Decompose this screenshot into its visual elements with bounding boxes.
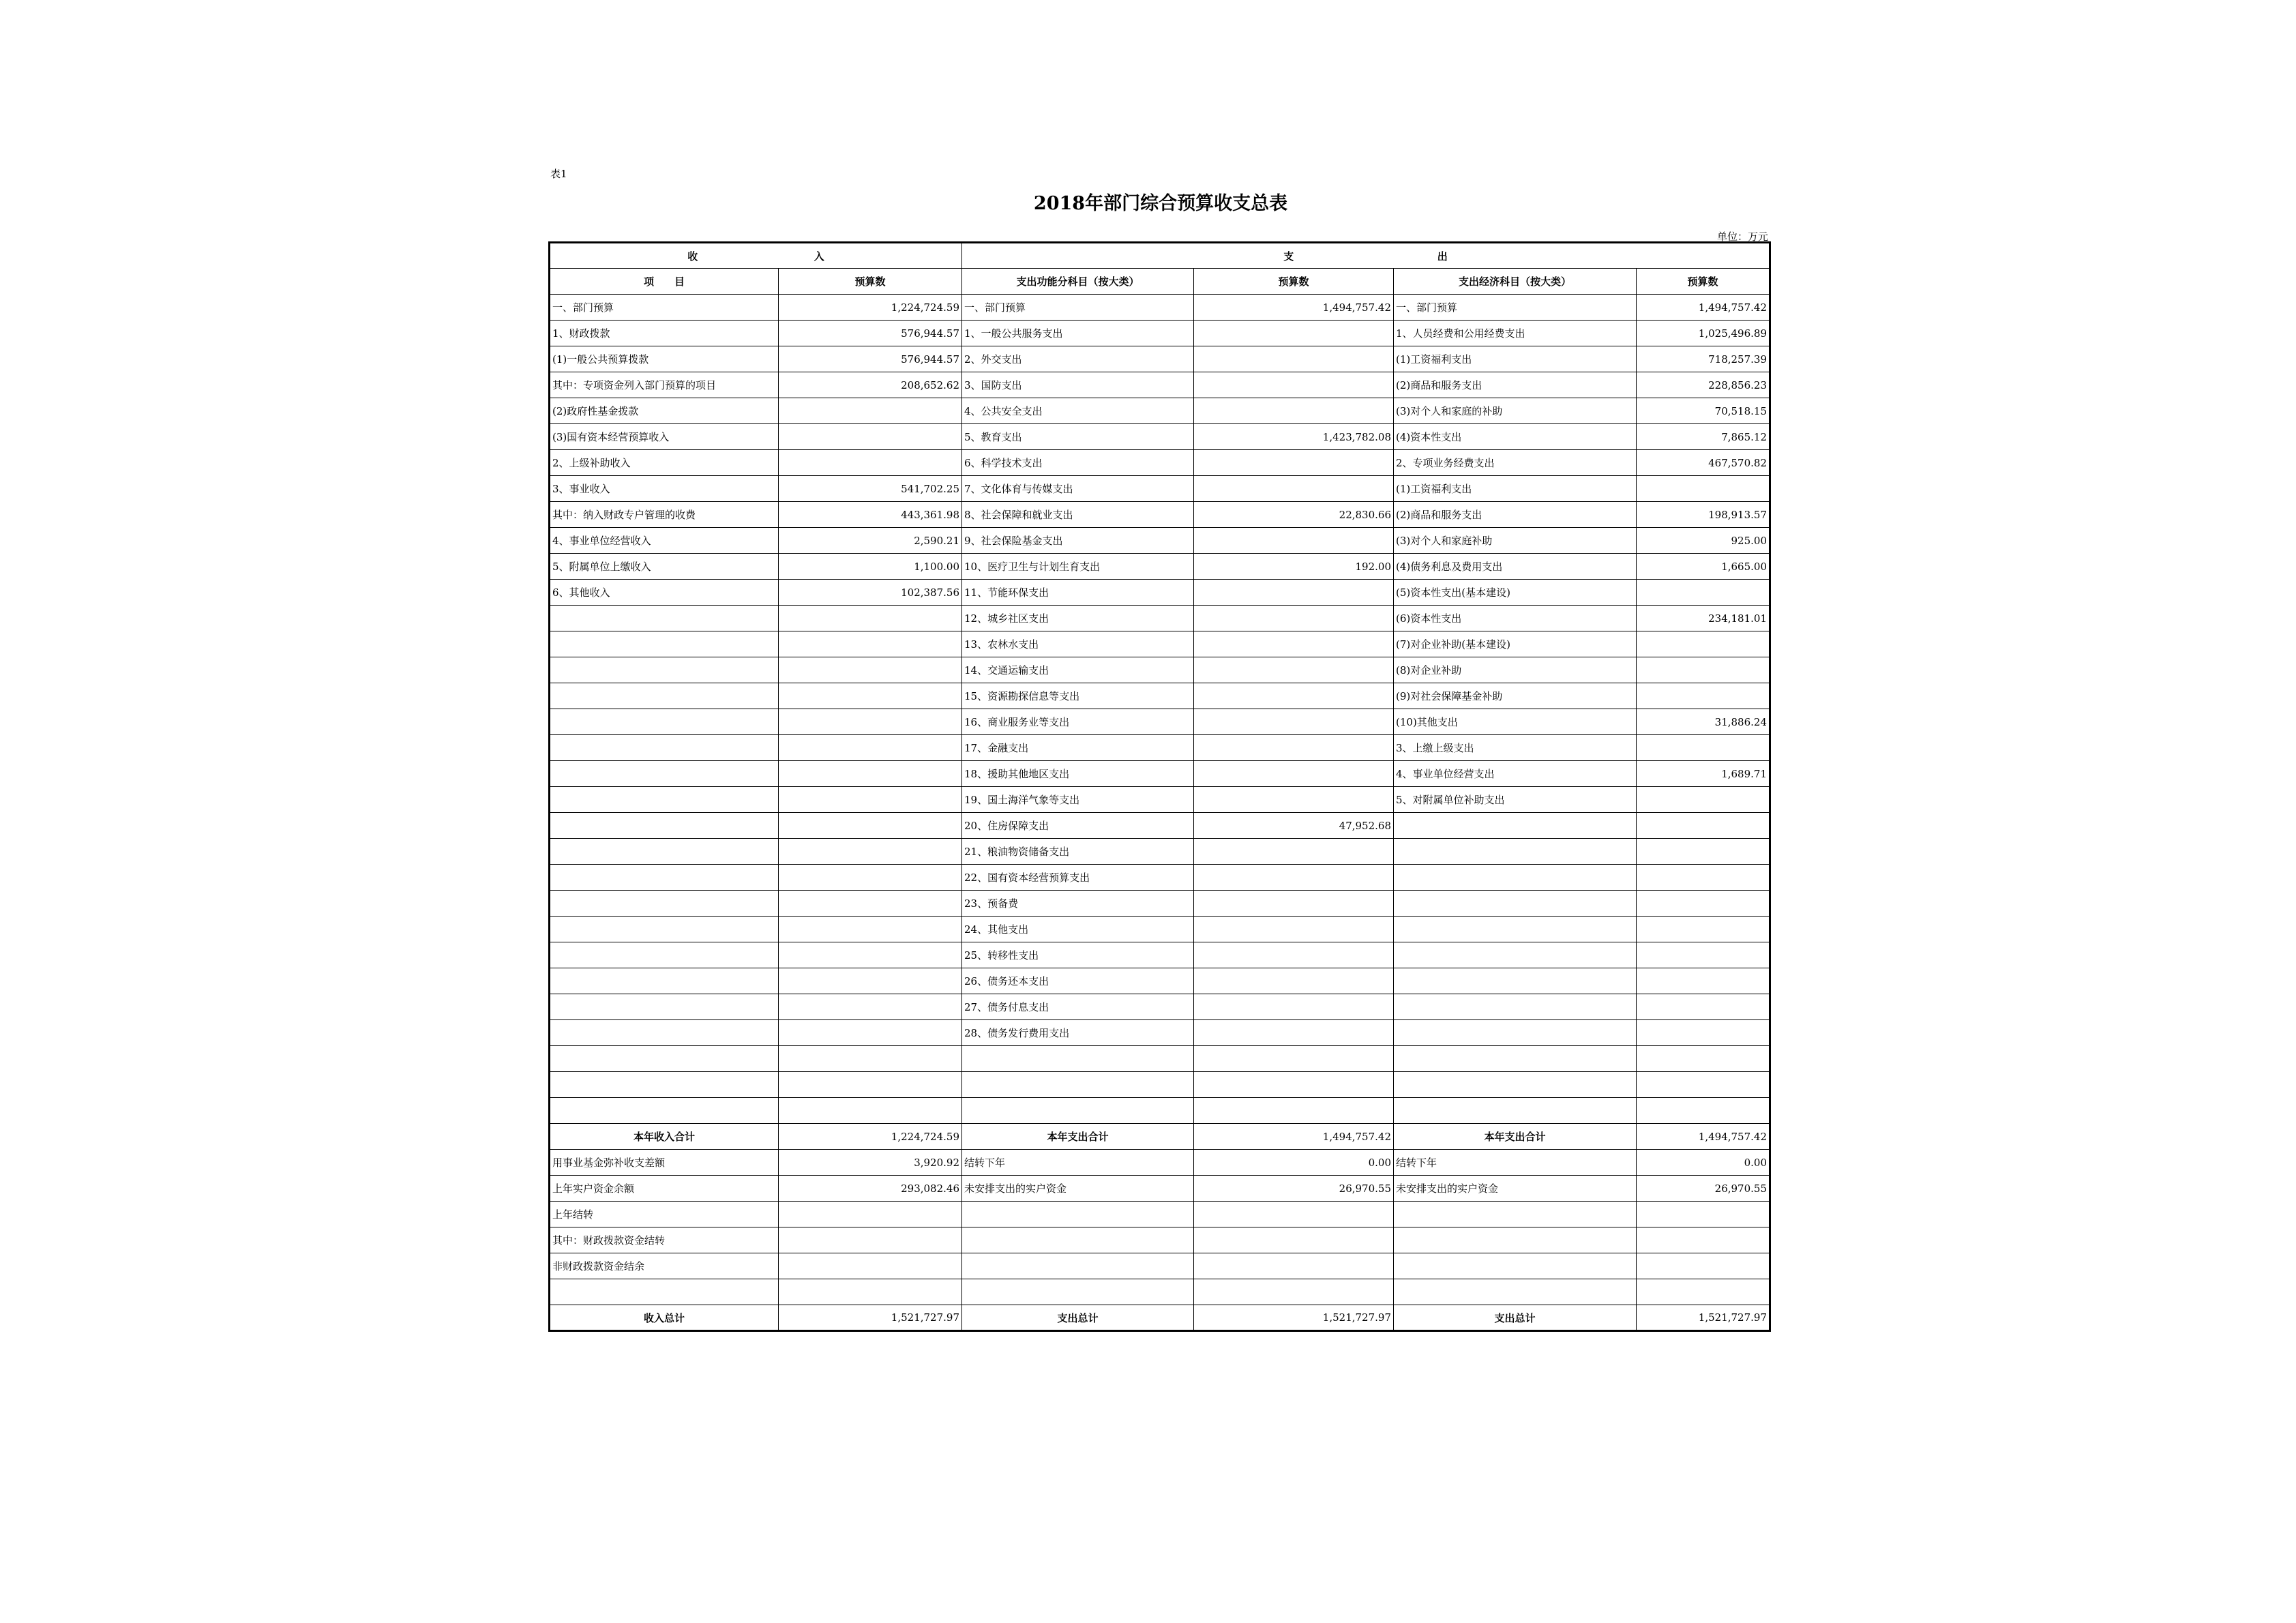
econ-value-cell	[1637, 1072, 1770, 1098]
econ-value-cell	[1637, 1098, 1770, 1124]
income-value-cell	[779, 1072, 962, 1098]
func-item-cell: 4、公共安全支出	[962, 398, 1194, 424]
table-row	[550, 1202, 1770, 1227]
table-row	[550, 450, 1770, 476]
table-row	[550, 606, 1770, 631]
econ-value-cell	[1637, 865, 1770, 891]
econ-value-cell	[1637, 1020, 1770, 1046]
table-row	[550, 476, 1770, 502]
income-item-cell: (1)一般公共预算拨款	[550, 346, 779, 372]
econ-item-cell	[1394, 839, 1637, 865]
total-income-label: 收入总计	[550, 1305, 779, 1331]
econ-item-cell: 1、人员经费和公用经费支出	[1394, 321, 1637, 346]
econ-value-cell: 718,257.39	[1637, 346, 1770, 372]
econ-item-cell	[1394, 1020, 1637, 1046]
income-value-cell	[779, 1202, 962, 1227]
econ-value-cell	[1637, 787, 1770, 813]
income-value-cell	[779, 683, 962, 709]
econ-value-cell: 925.00	[1637, 528, 1770, 554]
table-row	[550, 1072, 1770, 1098]
income-item-cell	[550, 606, 779, 631]
table-row	[550, 709, 1770, 735]
func-item-cell: 20、住房保障支出	[962, 813, 1194, 839]
income-item-cell	[550, 1072, 779, 1098]
table-row	[550, 865, 1770, 891]
func-item-cell: 3、国防支出	[962, 372, 1194, 398]
func-value-cell	[1194, 1202, 1394, 1227]
func-item-cell: 23、预备费	[962, 891, 1194, 917]
func-value-cell	[1194, 1046, 1394, 1072]
income-value-cell	[779, 1253, 962, 1279]
table-row	[550, 1279, 1770, 1305]
econ-item-cell	[1394, 1098, 1637, 1124]
func-value-cell	[1194, 372, 1394, 398]
income-value-cell	[779, 839, 962, 865]
func-item-cell	[962, 1098, 1194, 1124]
econ-item-cell	[1394, 1202, 1637, 1227]
table-row	[550, 787, 1770, 813]
econ-value-cell	[1637, 476, 1770, 502]
income-value-cell	[779, 761, 962, 787]
col-header-income-budget: 预算数	[779, 269, 962, 295]
income-value-cell: 1,224,724.59	[779, 295, 962, 321]
table-row	[550, 631, 1770, 657]
income-value-cell	[779, 1227, 962, 1253]
table-row	[550, 994, 1770, 1020]
income-value-cell	[779, 865, 962, 891]
econ-item-cell	[1394, 942, 1637, 968]
func-value-cell	[1194, 942, 1394, 968]
income-item-cell: 5、附属单位上缴收入	[550, 554, 779, 580]
income-value-cell: 1,100.00	[779, 554, 962, 580]
func-value-cell	[1194, 891, 1394, 917]
page-title: 2018年部门综合预算收支总表	[1033, 193, 1288, 214]
econ-value-cell	[1637, 683, 1770, 709]
econ-item-cell: (4)资本性支出	[1394, 424, 1637, 450]
income-value-cell: 576,944.57	[779, 321, 962, 346]
income-item-cell	[550, 968, 779, 994]
econ-item-cell: 结转下年	[1394, 1150, 1637, 1176]
total-func-value: 1,494,757.42	[1194, 1124, 1394, 1150]
func-value-cell	[1194, 839, 1394, 865]
econ-item-cell	[1394, 1046, 1637, 1072]
econ-item-cell: 4、事业单位经营支出	[1394, 761, 1637, 787]
income-item-cell	[550, 657, 779, 683]
econ-item-cell	[1394, 1253, 1637, 1279]
table-row	[550, 1098, 1770, 1124]
income-value-cell: 576,944.57	[779, 346, 962, 372]
func-item-cell: 未安排支出的实户资金	[962, 1176, 1194, 1202]
econ-value-cell: 234,181.01	[1637, 606, 1770, 631]
func-item-cell: 26、债务还本支出	[962, 968, 1194, 994]
econ-item-cell	[1394, 813, 1637, 839]
unit-label: 单位：万元	[1716, 230, 1768, 243]
func-item-cell	[962, 1046, 1194, 1072]
table-row	[550, 942, 1770, 968]
income-value-cell: 102,387.56	[779, 580, 962, 606]
income-item-cell: 上年结转	[550, 1202, 779, 1227]
func-value-cell: 0.00	[1194, 1150, 1394, 1176]
total-econ-label: 本年支出合计	[1394, 1124, 1637, 1150]
func-item-cell: 6、科学技术支出	[962, 450, 1194, 476]
func-value-cell	[1194, 917, 1394, 942]
func-item-cell	[962, 1253, 1194, 1279]
econ-value-cell	[1637, 631, 1770, 657]
income-value-cell	[779, 968, 962, 994]
table-row	[550, 891, 1770, 917]
func-item-cell: 15、资源勘探信息等支出	[962, 683, 1194, 709]
econ-item-cell	[1394, 865, 1637, 891]
income-value-cell: 3,920.92	[779, 1150, 962, 1176]
income-header-char-1: 收	[687, 250, 698, 263]
func-value-cell: 1,494,757.42	[1194, 295, 1394, 321]
func-value-cell	[1194, 1098, 1394, 1124]
func-item-cell: 11、节能环保支出	[962, 580, 1194, 606]
income-value-cell	[779, 1098, 962, 1124]
econ-item-cell: (4)债务利息及费用支出	[1394, 554, 1637, 580]
func-item-cell: 19、国土海洋气象等支出	[962, 787, 1194, 813]
table-row	[550, 917, 1770, 942]
expense-header-char-2: 出	[1437, 250, 1448, 263]
econ-item-cell	[1394, 1279, 1637, 1305]
func-value-cell	[1194, 398, 1394, 424]
func-item-cell: 2、外交支出	[962, 346, 1194, 372]
econ-value-cell	[1637, 1253, 1770, 1279]
sheet-label: 表1	[550, 168, 567, 180]
table-row	[550, 968, 1770, 994]
func-value-cell	[1194, 606, 1394, 631]
func-item-cell: 27、债务付息支出	[962, 994, 1194, 1020]
func-value-cell: 26,970.55	[1194, 1176, 1394, 1202]
income-value-cell	[779, 787, 962, 813]
econ-value-cell	[1637, 968, 1770, 994]
total-econ-value: 1,494,757.42	[1637, 1124, 1770, 1150]
table-row	[550, 372, 1770, 398]
func-value-cell	[1194, 346, 1394, 372]
econ-value-cell	[1637, 657, 1770, 683]
income-value-cell	[779, 942, 962, 968]
func-item-cell: 24、其他支出	[962, 917, 1194, 942]
income-item-cell	[550, 942, 779, 968]
income-value-cell: 541,702.25	[779, 476, 962, 502]
func-value-cell	[1194, 968, 1394, 994]
econ-value-cell: 1,494,757.42	[1637, 295, 1770, 321]
func-value-cell	[1194, 1279, 1394, 1305]
econ-item-cell	[1394, 1072, 1637, 1098]
econ-item-cell: (2)商品和服务支出	[1394, 502, 1637, 528]
group-header-row	[550, 243, 1770, 269]
econ-item-cell: 5、对附属单位补助支出	[1394, 787, 1637, 813]
func-value-cell	[1194, 631, 1394, 657]
total-income-label: 本年收入合计	[550, 1124, 779, 1150]
func-item-cell: 10、医疗卫生与计划生育支出	[962, 554, 1194, 580]
econ-value-cell: 70,518.15	[1637, 398, 1770, 424]
func-value-cell	[1194, 528, 1394, 554]
econ-item-cell	[1394, 917, 1637, 942]
table-row	[550, 398, 1770, 424]
func-value-cell	[1194, 1020, 1394, 1046]
grand-total-row	[550, 1305, 1770, 1331]
year-total-row	[550, 1124, 1770, 1150]
econ-item-cell: (3)对个人和家庭补助	[1394, 528, 1637, 554]
func-value-cell	[1194, 1227, 1394, 1253]
econ-item-cell: (1)工资福利支出	[1394, 476, 1637, 502]
table-row	[550, 839, 1770, 865]
income-item-cell	[550, 761, 779, 787]
func-value-cell	[1194, 683, 1394, 709]
col-header-econ-budget: 预算数	[1637, 269, 1770, 295]
income-item-cell	[550, 1279, 779, 1305]
income-item-cell	[550, 683, 779, 709]
func-value-cell	[1194, 1072, 1394, 1098]
func-item-cell: 结转下年	[962, 1150, 1194, 1176]
income-item-cell	[550, 1046, 779, 1072]
func-value-cell	[1194, 865, 1394, 891]
func-item-cell: 13、农林水支出	[962, 631, 1194, 657]
income-item-cell	[550, 994, 779, 1020]
income-item-cell: 其中：纳入财政专户管理的收费	[550, 502, 779, 528]
income-value-cell	[779, 994, 962, 1020]
expense-header-char-1: 支	[1283, 250, 1294, 263]
total-income-value: 1,224,724.59	[779, 1124, 962, 1150]
func-item-cell: 8、社会保障和就业支出	[962, 502, 1194, 528]
econ-value-cell	[1637, 917, 1770, 942]
income-item-cell: 上年实户资金余额	[550, 1176, 779, 1202]
econ-item-cell	[1394, 1227, 1637, 1253]
econ-value-cell	[1637, 1227, 1770, 1253]
table-row	[550, 1020, 1770, 1046]
col-header-func-budget: 预算数	[1194, 269, 1394, 295]
income-value-cell	[779, 398, 962, 424]
econ-item-cell: (3)对个人和家庭的补助	[1394, 398, 1637, 424]
econ-item-cell: (1)工资福利支出	[1394, 346, 1637, 372]
econ-item-cell: 3、上缴上级支出	[1394, 735, 1637, 761]
total-income-value: 1,521,727.97	[779, 1305, 962, 1331]
func-value-cell	[1194, 787, 1394, 813]
table-row	[550, 554, 1770, 580]
col-header-func-class: 支出功能分科目（按大类）	[962, 269, 1194, 295]
econ-value-cell	[1637, 839, 1770, 865]
income-value-cell	[779, 709, 962, 735]
econ-item-cell: (6)资本性支出	[1394, 606, 1637, 631]
econ-value-cell	[1637, 942, 1770, 968]
income-item-cell: 4、事业单位经营收入	[550, 528, 779, 554]
econ-item-cell: (10)其他支出	[1394, 709, 1637, 735]
func-value-cell	[1194, 580, 1394, 606]
table-row	[550, 528, 1770, 554]
func-item-cell	[962, 1202, 1194, 1227]
func-item-cell: 1、一般公共服务支出	[962, 321, 1194, 346]
econ-value-cell: 26,970.55	[1637, 1176, 1770, 1202]
econ-value-cell: 198,913.57	[1637, 502, 1770, 528]
func-item-cell: 5、教育支出	[962, 424, 1194, 450]
income-item-cell	[550, 865, 779, 891]
func-value-cell	[1194, 1253, 1394, 1279]
expense-group-header	[962, 243, 1770, 269]
income-value-cell: 2,590.21	[779, 528, 962, 554]
table-row	[550, 1227, 1770, 1253]
func-item-cell: 28、债务发行费用支出	[962, 1020, 1194, 1046]
func-value-cell	[1194, 994, 1394, 1020]
income-value-cell	[779, 450, 962, 476]
income-item-cell: 1、财政拨款	[550, 321, 779, 346]
income-value-cell	[779, 606, 962, 631]
income-item-cell	[550, 839, 779, 865]
econ-value-cell: 228,856.23	[1637, 372, 1770, 398]
income-value-cell: 443,361.98	[779, 502, 962, 528]
func-value-cell: 47,952.68	[1194, 813, 1394, 839]
income-value-cell	[779, 917, 962, 942]
table-row	[550, 580, 1770, 606]
income-value-cell	[779, 1279, 962, 1305]
func-value-cell	[1194, 321, 1394, 346]
income-value-cell: 293,082.46	[779, 1176, 962, 1202]
budget-table	[548, 241, 1771, 1332]
func-item-cell: 17、金融支出	[962, 735, 1194, 761]
table-row	[550, 813, 1770, 839]
income-item-cell	[550, 631, 779, 657]
econ-value-cell	[1637, 813, 1770, 839]
table-row	[550, 502, 1770, 528]
func-item-cell: 12、城乡社区支出	[962, 606, 1194, 631]
income-item-cell: 其中：财政拨款资金结转	[550, 1227, 779, 1253]
func-value-cell: 22,830.66	[1194, 502, 1394, 528]
econ-value-cell: 31,886.24	[1637, 709, 1770, 735]
func-value-cell: 1,423,782.08	[1194, 424, 1394, 450]
func-value-cell	[1194, 761, 1394, 787]
income-item-cell: 6、其他收入	[550, 580, 779, 606]
func-item-cell	[962, 1227, 1194, 1253]
table-row	[550, 1176, 1770, 1202]
econ-item-cell: (8)对企业补助	[1394, 657, 1637, 683]
econ-item-cell	[1394, 968, 1637, 994]
econ-value-cell	[1637, 580, 1770, 606]
income-item-cell	[550, 735, 779, 761]
income-item-cell	[550, 1020, 779, 1046]
table-row	[550, 761, 1770, 787]
econ-value-cell: 0.00	[1637, 1150, 1770, 1176]
income-item-cell: 3、事业收入	[550, 476, 779, 502]
econ-value-cell	[1637, 1046, 1770, 1072]
econ-item-cell	[1394, 994, 1637, 1020]
func-item-cell: 21、粮油物资储备支出	[962, 839, 1194, 865]
total-econ-value: 1,521,727.97	[1637, 1305, 1770, 1331]
table-row	[550, 346, 1770, 372]
func-item-cell: 9、社会保险基金支出	[962, 528, 1194, 554]
income-group-header	[550, 243, 962, 269]
income-item-cell	[550, 787, 779, 813]
income-value-cell	[779, 1046, 962, 1072]
func-value-cell	[1194, 657, 1394, 683]
econ-item-cell: (7)对企业补助(基本建设)	[1394, 631, 1637, 657]
income-item-cell	[550, 917, 779, 942]
func-item-cell	[962, 1072, 1194, 1098]
econ-item-cell: (2)商品和服务支出	[1394, 372, 1637, 398]
econ-item-cell: 一、部门预算	[1394, 295, 1637, 321]
econ-value-cell	[1637, 1202, 1770, 1227]
income-item-cell	[550, 813, 779, 839]
func-item-cell: 16、商业服务业等支出	[962, 709, 1194, 735]
income-value-cell	[779, 657, 962, 683]
income-value-cell	[779, 891, 962, 917]
total-func-value: 1,521,727.97	[1194, 1305, 1394, 1331]
income-item-cell: 非财政拨款资金结余	[550, 1253, 779, 1279]
income-value-cell	[779, 424, 962, 450]
econ-value-cell: 1,025,496.89	[1637, 321, 1770, 346]
func-item-cell: 7、文化体育与传媒支出	[962, 476, 1194, 502]
income-value-cell	[779, 735, 962, 761]
func-item-cell: 14、交通运输支出	[962, 657, 1194, 683]
income-value-cell	[779, 813, 962, 839]
func-item-cell: 25、转移性支出	[962, 942, 1194, 968]
income-item-cell	[550, 1098, 779, 1124]
func-value-cell	[1194, 709, 1394, 735]
income-value-cell: 208,652.62	[779, 372, 962, 398]
econ-value-cell: 1,689.71	[1637, 761, 1770, 787]
econ-item-cell: (5)资本性支出(基本建设)	[1394, 580, 1637, 606]
table-row	[550, 735, 1770, 761]
column-header-row	[550, 269, 1770, 295]
table-row	[550, 1253, 1770, 1279]
total-func-label: 本年支出合计	[962, 1124, 1194, 1150]
econ-item-cell: (9)对社会保障基金补助	[1394, 683, 1637, 709]
func-item-cell: 18、援助其他地区支出	[962, 761, 1194, 787]
col-header-item: 项 目	[550, 269, 779, 295]
income-item-cell	[550, 891, 779, 917]
table-row	[550, 321, 1770, 346]
econ-value-cell	[1637, 994, 1770, 1020]
func-value-cell	[1194, 450, 1394, 476]
total-econ-label: 支出总计	[1394, 1305, 1637, 1331]
econ-value-cell: 1,665.00	[1637, 554, 1770, 580]
total-func-label: 支出总计	[962, 1305, 1194, 1331]
income-item-cell: 2、上级补助收入	[550, 450, 779, 476]
income-value-cell	[779, 631, 962, 657]
econ-value-cell: 467,570.82	[1637, 450, 1770, 476]
income-item-cell: (2)政府性基金拨款	[550, 398, 779, 424]
econ-value-cell	[1637, 891, 1770, 917]
income-value-cell	[779, 1020, 962, 1046]
income-item-cell: 一、部门预算	[550, 295, 779, 321]
econ-item-cell	[1394, 891, 1637, 917]
table-row	[550, 657, 1770, 683]
econ-item-cell: 未安排支出的实户资金	[1394, 1176, 1637, 1202]
income-item-cell	[550, 709, 779, 735]
table-row	[550, 1046, 1770, 1072]
table-row	[550, 1150, 1770, 1176]
func-item-cell	[962, 1279, 1194, 1305]
func-value-cell	[1194, 476, 1394, 502]
func-item-cell: 22、国有资本经营预算支出	[962, 865, 1194, 891]
econ-value-cell	[1637, 1279, 1770, 1305]
table-row	[550, 424, 1770, 450]
econ-value-cell	[1637, 735, 1770, 761]
income-item-cell: 其中：专项资金列入部门预算的项目	[550, 372, 779, 398]
econ-item-cell: 2、专项业务经费支出	[1394, 450, 1637, 476]
income-item-cell: 用事业基金弥补收支差额	[550, 1150, 779, 1176]
table-row	[550, 683, 1770, 709]
income-item-cell: (3)国有资本经营预算收入	[550, 424, 779, 450]
table-row	[550, 295, 1770, 321]
econ-value-cell: 7,865.12	[1637, 424, 1770, 450]
col-header-econ-class: 支出经济科目（按大类）	[1394, 269, 1637, 295]
func-value-cell: 192.00	[1194, 554, 1394, 580]
func-item-cell: 一、部门预算	[962, 295, 1194, 321]
income-header-char-2: 入	[814, 250, 824, 263]
func-value-cell	[1194, 735, 1394, 761]
